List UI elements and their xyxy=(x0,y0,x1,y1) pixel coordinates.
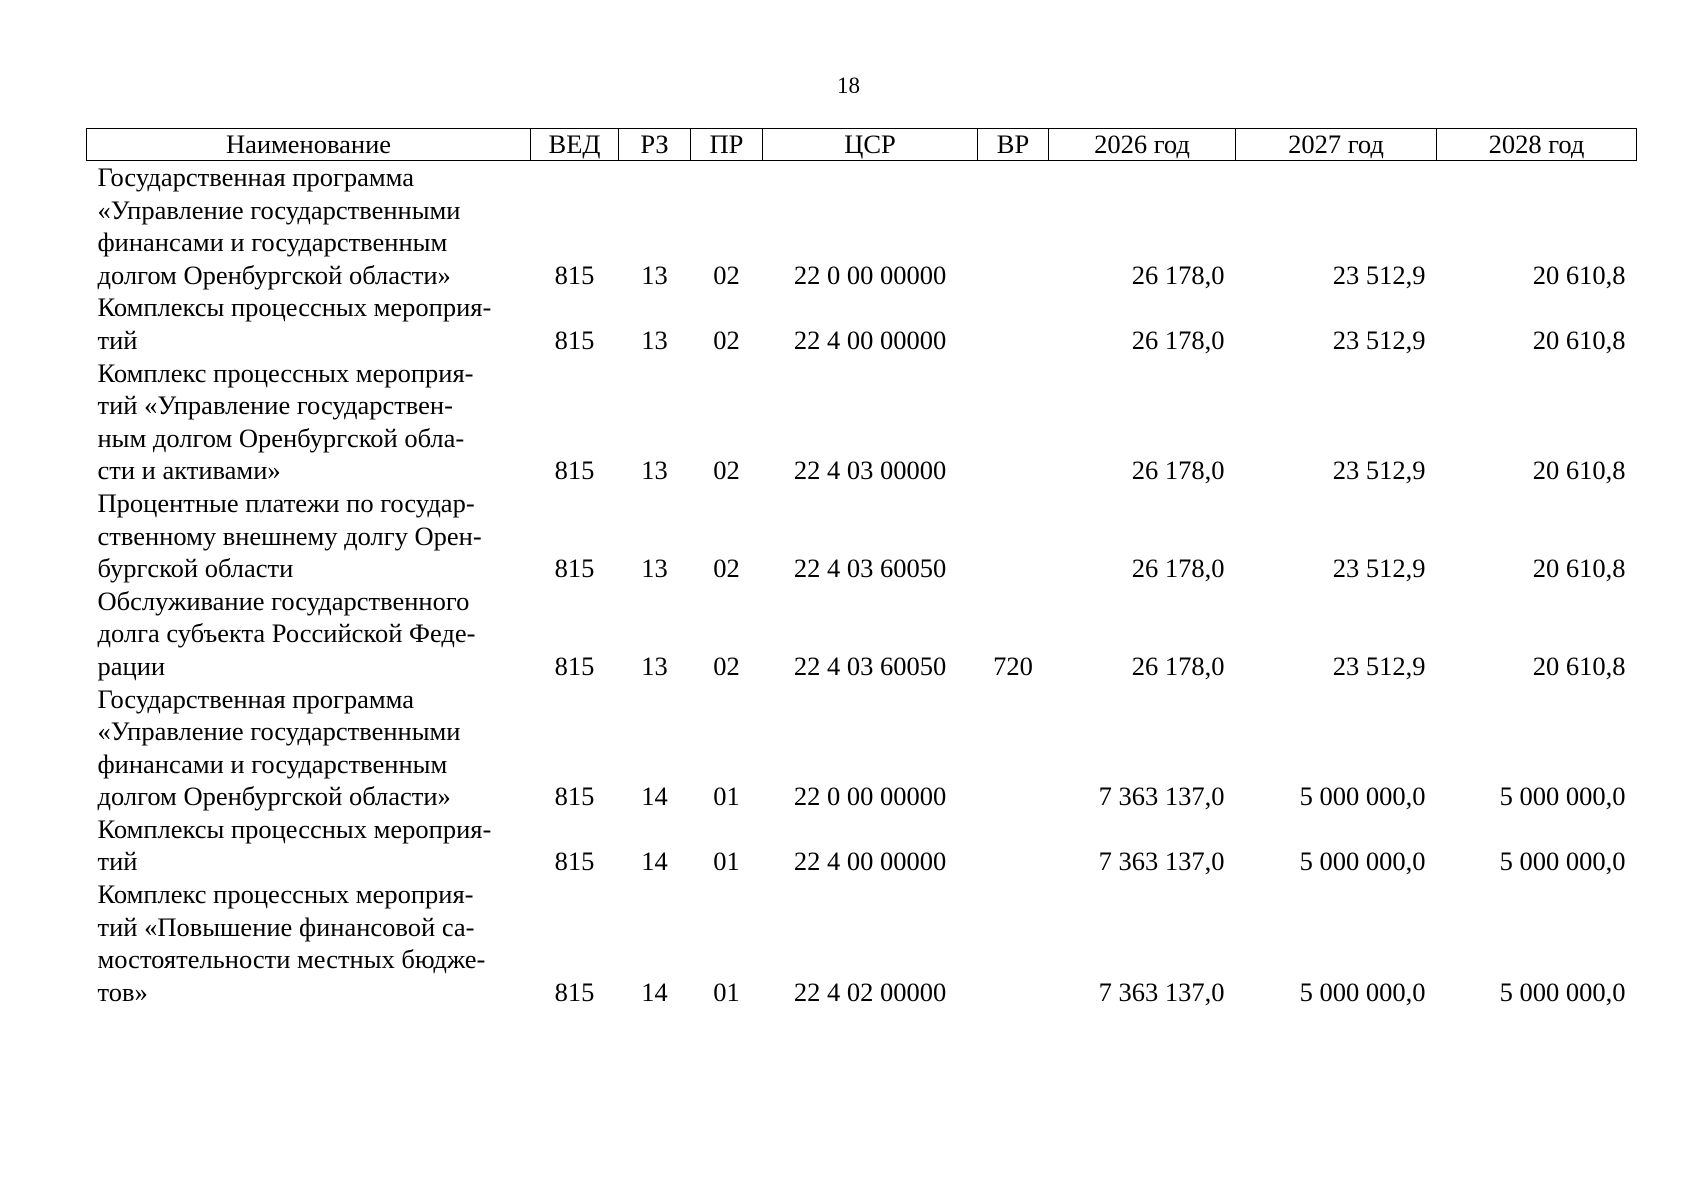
cell-amount-2027: 5 000 000,0 xyxy=(1299,781,1426,812)
header-name: Наименование xyxy=(87,129,531,161)
cell-vr xyxy=(978,813,1049,878)
cell-name-line: тий «Управление государствен- xyxy=(97,390,453,421)
cell-name-line: финансами и государственным xyxy=(97,748,448,779)
cell-rz: 13 xyxy=(641,455,668,486)
cell-vr: 720 xyxy=(993,650,1033,681)
table-row xyxy=(87,683,1637,813)
cell-ved: 815 xyxy=(554,846,595,877)
cell-name-line: рации xyxy=(97,650,166,681)
cell-ved: 815 xyxy=(554,976,595,1007)
cell-amount-2028: 5 000 000,0 xyxy=(1499,976,1626,1007)
cell-ved: 815 xyxy=(554,259,595,290)
cell-vr xyxy=(978,291,1049,356)
cell-amount-2028: 20 610,8 xyxy=(1532,455,1626,486)
cell-csr: 22 4 00 00000 xyxy=(793,324,947,355)
cell-csr: 22 0 00 00000 xyxy=(793,259,947,290)
cell-name xyxy=(87,585,531,683)
cell-amount-2026: 7 363 137,0 xyxy=(1098,846,1225,877)
cell-csr: 22 4 03 00000 xyxy=(793,455,947,486)
cell-csr: 22 0 00 00000 xyxy=(793,781,947,812)
cell-amount-2027: 23 512,9 xyxy=(1332,455,1426,486)
table-body xyxy=(87,161,1637,1009)
cell-csr: 22 4 02 00000 xyxy=(793,976,947,1007)
page-number: 18 xyxy=(837,73,860,98)
budget-table-container xyxy=(86,128,1636,1008)
header-year-2026: 2026 год xyxy=(1049,129,1236,161)
header-year-2028: 2028 год xyxy=(1437,129,1637,161)
cell-amount-2028: 20 610,8 xyxy=(1532,650,1626,681)
table-row xyxy=(87,585,1637,683)
cell-name-line: долгом Оренбургской области» xyxy=(97,781,451,812)
cell-ved: 815 xyxy=(554,455,595,486)
table-header xyxy=(87,129,1637,161)
header-row xyxy=(87,129,1637,161)
cell-name-line: долга субъекта Российской Феде- xyxy=(97,618,476,649)
cell-pr: 02 xyxy=(713,259,740,290)
cell-vr xyxy=(978,161,1049,292)
cell-amount-2028: 20 610,8 xyxy=(1532,553,1626,584)
cell-amount-2026: 26 178,0 xyxy=(1131,553,1225,584)
cell-rz: 14 xyxy=(641,781,668,812)
header-vr: ВР xyxy=(978,129,1049,161)
cell-name xyxy=(87,161,531,292)
table-row xyxy=(87,813,1637,878)
header-csr: ЦСР xyxy=(763,129,978,161)
cell-amount-2027: 5 000 000,0 xyxy=(1299,846,1426,877)
cell-pr: 02 xyxy=(713,553,740,584)
cell-rz: 13 xyxy=(641,259,668,290)
table-row xyxy=(87,357,1637,487)
cell-amount-2026: 26 178,0 xyxy=(1131,455,1225,486)
cell-vr xyxy=(978,357,1049,487)
cell-amount-2027: 23 512,9 xyxy=(1332,650,1426,681)
cell-csr: 22 4 03 60050 xyxy=(793,553,947,584)
cell-name-line: Комплексы процессных мероприя- xyxy=(97,292,492,323)
cell-ved: 815 xyxy=(554,324,595,355)
cell-name xyxy=(87,878,531,1008)
cell-rz: 13 xyxy=(641,650,668,681)
cell-ved: 815 xyxy=(554,781,595,812)
cell-name-line: «Управление государственными xyxy=(97,194,461,225)
cell-name xyxy=(87,683,531,813)
cell-name xyxy=(87,487,531,585)
cell-name-line: тий xyxy=(97,324,138,355)
cell-name xyxy=(87,357,531,487)
cell-name-line: ственному внешнему долгу Орен- xyxy=(97,520,482,551)
budget-table xyxy=(86,128,1637,1008)
cell-name-line: Комплекс процессных мероприя- xyxy=(97,357,474,388)
cell-amount-2027: 5 000 000,0 xyxy=(1299,976,1426,1007)
table-row xyxy=(87,878,1637,1008)
cell-pr: 02 xyxy=(713,650,740,681)
cell-name-line: долгом Оренбургской области» xyxy=(97,259,451,290)
cell-vr xyxy=(978,878,1049,1008)
cell-amount-2026: 26 178,0 xyxy=(1131,324,1225,355)
cell-vr xyxy=(978,683,1049,813)
cell-name-line: Государственная программа xyxy=(97,162,414,192)
cell-pr: 02 xyxy=(713,455,740,486)
table-row xyxy=(87,291,1637,356)
cell-rz: 13 xyxy=(641,553,668,584)
cell-name-line: Государственная программа xyxy=(97,683,414,714)
cell-name-line: мостоятельности местных бюдже- xyxy=(97,944,486,975)
cell-name-line: сти и активами» xyxy=(97,455,281,486)
cell-amount-2028: 5 000 000,0 xyxy=(1499,846,1626,877)
cell-amount-2028: 20 610,8 xyxy=(1532,259,1626,290)
cell-amount-2028: 20 610,8 xyxy=(1532,324,1626,355)
cell-amount-2026: 26 178,0 xyxy=(1131,259,1225,290)
cell-name-line: Комплексы процессных мероприя- xyxy=(97,813,492,844)
cell-csr: 22 4 00 00000 xyxy=(793,846,947,877)
table-row xyxy=(87,487,1637,585)
cell-name-line: Обслуживание государственного xyxy=(97,585,470,616)
cell-amount-2026: 7 363 137,0 xyxy=(1098,976,1225,1007)
cell-ved: 815 xyxy=(554,553,595,584)
cell-name-line: «Управление государственными xyxy=(97,716,461,747)
cell-name-line: финансами и государственным xyxy=(97,227,448,258)
cell-amount-2027: 23 512,9 xyxy=(1332,259,1426,290)
cell-amount-2026: 7 363 137,0 xyxy=(1098,781,1225,812)
cell-pr: 01 xyxy=(713,976,740,1007)
cell-pr: 01 xyxy=(713,846,740,877)
header-year-2027: 2027 год xyxy=(1236,129,1437,161)
cell-name-line: бургской области xyxy=(97,553,294,584)
cell-rz: 13 xyxy=(641,324,668,355)
cell-csr: 22 4 03 60050 xyxy=(793,650,947,681)
cell-name-line: тов» xyxy=(97,976,148,1007)
cell-name-line: тий xyxy=(97,846,138,877)
header-ved: ВЕД xyxy=(531,129,619,161)
table-row xyxy=(87,161,1637,292)
cell-name-line: Комплекс процессных мероприя- xyxy=(97,879,474,910)
cell-pr: 02 xyxy=(713,324,740,355)
cell-vr xyxy=(978,487,1049,585)
cell-name xyxy=(87,291,531,356)
cell-amount-2027: 23 512,9 xyxy=(1332,553,1426,584)
cell-name xyxy=(87,813,531,878)
cell-name-line: ным долгом Оренбургской обла- xyxy=(97,422,465,453)
cell-amount-2028: 5 000 000,0 xyxy=(1499,781,1626,812)
header-rz: РЗ xyxy=(619,129,691,161)
cell-pr: 01 xyxy=(713,781,740,812)
cell-amount-2027: 23 512,9 xyxy=(1332,324,1426,355)
cell-rz: 14 xyxy=(641,846,668,877)
header-pr: ПР xyxy=(691,129,763,161)
cell-name-line: тий «Повышение финансовой са- xyxy=(97,911,475,942)
cell-amount-2026: 26 178,0 xyxy=(1131,650,1225,681)
cell-ved: 815 xyxy=(554,650,595,681)
cell-rz: 14 xyxy=(641,976,668,1007)
cell-name-line: Процентные платежи по государ- xyxy=(97,487,475,518)
